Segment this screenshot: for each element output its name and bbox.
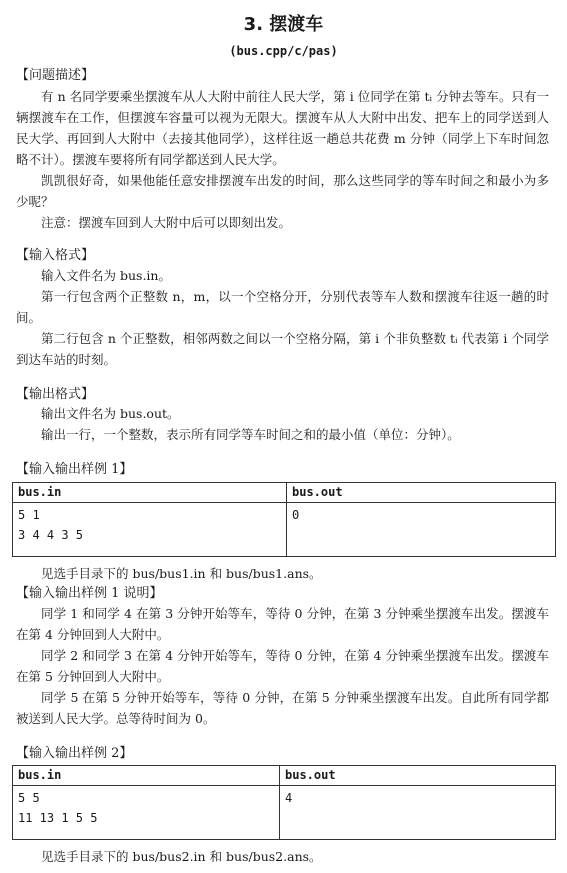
sample-1-input-cell	[13, 503, 287, 557]
input-format-paragraph-3: 第二行包含 n 个正整数，相邻两数之间以一个空格分隔，第 i 个非负整数 tᵢ 代表第 i 个同学到达车站的时刻。	[16, 331, 549, 367]
sample-1-output-line-1: 0	[292, 508, 300, 522]
output-format-paragraph-1: 输出文件名为 bus.out。	[41, 406, 180, 421]
sample-1-table	[12, 482, 556, 557]
problem-paragraph-1: 有 n 名同学要乘坐摆渡车从人大附中前往人民大学，第 i 位同学在第 tᵢ 分钟去等车。只有一辆摆渡车在工作，但摆渡车容量可以视为无限大。摆渡车从人大附中出发、把车上的同学送到人民大学、再回到人大附中（去接其他同学），这样往返一趟总共花费 m 分钟（同学上下车时间忽略不计）。摆渡车要将所有同学都送到人民大学。	[16, 89, 549, 167]
sample-1-input-line-1: 5 1	[18, 508, 40, 522]
input-format-heading: 【输入格式】	[16, 248, 95, 263]
sample-1-input-line-2: 3 4 4 3 5	[18, 528, 84, 542]
sample-1-output-cell	[287, 503, 556, 557]
sample-1-file-note: 见选手目录下的 bus/bus1.in 和 bus/bus1.ans。	[41, 566, 322, 581]
sample-1-explanation-paragraph-3: 同学 5 在第 5 分钟开始等车，等待 0 分钟，在第 5 分钟乘坐摆渡车出发。自此所有同学都被送到人民大学。总等待时间为 0。	[16, 690, 549, 726]
sample-2-heading: 【输入输出样例 2】	[16, 746, 133, 761]
sample-1-explanation-paragraph-2: 同学 2 和同学 3 在第 4 分钟开始等车，等待 0 分钟，在第 4 分钟乘坐摆渡车出发。摆渡车在第 5 分钟回到人大附中。	[16, 648, 549, 684]
problem-note: 注意：摆渡车回到人大附中后可以即刻出发。	[41, 215, 292, 230]
sample-2-table	[12, 765, 556, 840]
sample-2-input-header: bus.in	[13, 766, 280, 786]
sample-2-input-line-1: 5 5	[18, 791, 40, 805]
input-format-paragraph-2: 第一行包含两个正整数 n，m，以一个空格分开，分别代表等车人数和摆渡车往返一趟的时间。	[16, 289, 549, 325]
file-names-subtitle: (bus.cpp/c/pas)	[229, 44, 338, 58]
sample-2-output-line-1: 4	[285, 791, 293, 805]
problem-paragraph-2: 凯凯很好奇，如果他能任意安排摆渡车出发的时间，那么这些同学的等车时间之和最小为多少呢？	[16, 173, 549, 209]
sample-2-input-cell	[13, 786, 280, 840]
sample-1-heading: 【输入输出样例 1】	[16, 462, 133, 477]
sample-2-input-line-2: 11 13 1 5 5	[18, 811, 98, 825]
problem-heading: 【问题描述】	[16, 68, 95, 83]
input-format-paragraph-1: 输入文件名为 bus.in。	[41, 268, 171, 283]
output-format-paragraph-2: 输出一行，一个整数，表示所有同学等车时间之和的最小值（单位：分钟）。	[41, 427, 460, 442]
sample-2-file-note: 见选手目录下的 bus/bus2.in 和 bus/bus2.ans。	[41, 849, 322, 864]
sample-1-explanation-paragraph-1: 同学 1 和同学 4 在第 3 分钟开始等车，等待 0 分钟，在第 3 分钟乘坐摆渡车出发。摆渡车在第 4 分钟回到人大附中。	[16, 606, 549, 642]
sample-1-explanation-heading: 【输入输出样例 1 说明】	[16, 586, 163, 601]
sample-2-output-header: bus.out	[280, 766, 556, 786]
sample-1-input-header: bus.in	[13, 483, 287, 503]
sample-2-output-cell	[280, 786, 556, 840]
sample-1-output-header: bus.out	[287, 483, 556, 503]
output-format-heading: 【输出格式】	[16, 387, 95, 402]
page-title: 3. 摆渡车	[243, 14, 324, 35]
